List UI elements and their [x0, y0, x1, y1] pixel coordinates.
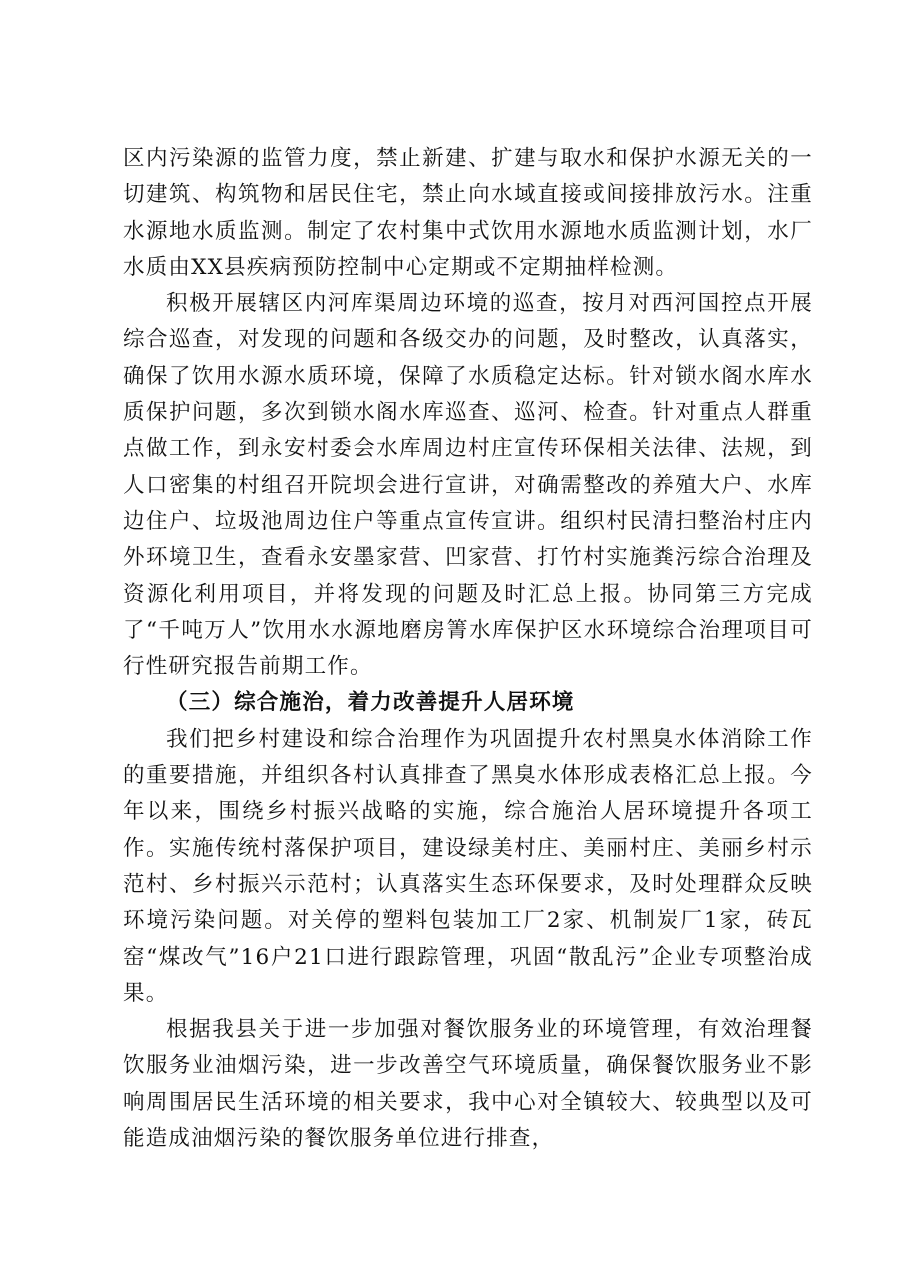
section-heading-comprehensive-governance: （三）综合施治，着力改善提升人居环境	[166, 690, 575, 716]
paragraph-rural-construction: 我们把乡村建设和综合治理作为巩固提升农村黑臭水体消除工作的重要措施，并组织各村认真排查了黑臭水体形成表格汇总上报。今年以来，围绕乡村振兴战略的实施，综合施治人居环境提升各项工作。实施传统村落保护项目，建设绿美村庄、美丽村庄、美丽乡村示范村、乡村振兴示范村；认真落实生态环保要求，及时处理群众反映环境污染问题。对关停的塑料包装加工厂2家、机制炭厂1家，砖瓦窑“煤改气”16户21口进行跟踪管理，巩固“散乱污”企业专项整治成果。	[123, 726, 813, 1006]
paragraph-river-reservoir-inspection: 积极开展辖区内河库渠周边环境的巡查，按月对西河国控点开展综合巡查，对发现的问题和各级交办的问题，及时整改，认真落实，确保了饮用水源水质环境，保障了水质稳定达标。针对锁水阁水库水质保护问题，多次到锁水阁水库巡查、巡河、检查。针对重点人群重点做工作，到永安村委会水库周边村庄宣传环保相关法律、法规，到人口密集的村组召开院坝会进行宣讲，对确需整改的养殖大户、水库边住户、垃圾池周边住户等重点宣传宣讲。组织村民清扫整治村庄内外环境卫生，查看永安墨家营、凹家营、打竹村实施粪污综合治理及资源化利用项目，并将发现的问题及时汇总上报。协同第三方完成了“千吨万人”饮用水水源地磨房箐水库保护区水环境综合治理项目可行性研究报告前期工作。	[123, 291, 813, 680]
document-body	[123, 141, 813, 1157]
paragraph-catering-oil-fume: 根据我县关于进一步加强对餐饮服务业的环境管理，有效治理餐饮服务业油烟污染，进一步改善空气环境质量，确保餐饮服务业不影响周围居民生活环境的相关要求，我中心对全镇较大、较典型以及可能造成油烟污染的餐饮服务单位进行排查，	[123, 1017, 813, 1152]
paragraph-water-source-supervision: 区内污染源的监管力度，禁止新建、扩建与取水和保护水源无关的一切建筑、构筑物和居民住宅，禁止向水域直接或间接排放污水。注重水源地水质监测。制定了农村集中式饮用水源地水质监测计划，水厂水质由XX县疾病预防控制中心定期或不定期抽样检测。	[123, 146, 813, 280]
